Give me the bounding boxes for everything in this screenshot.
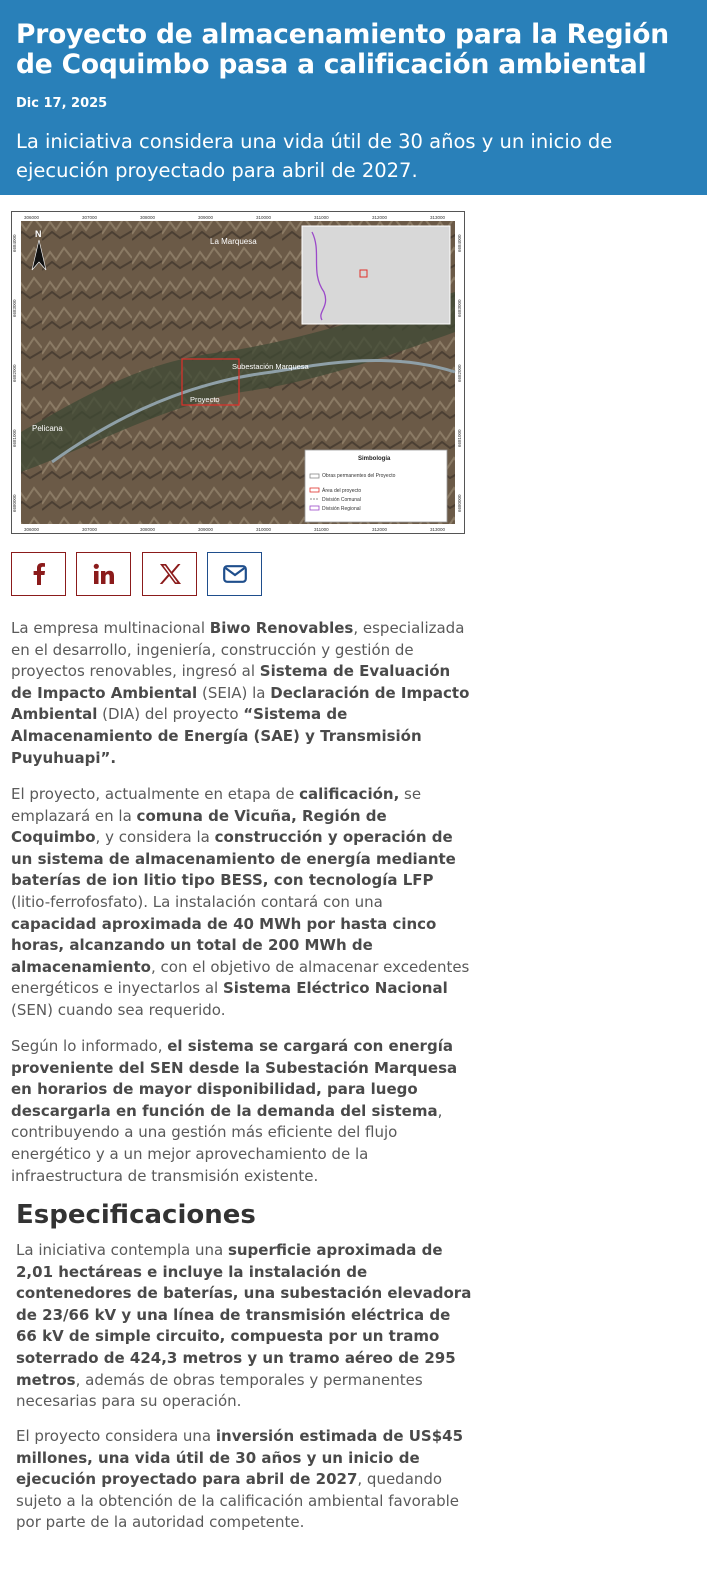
paragraph-5 bbox=[16, 1426, 474, 1534]
map-y-tick: 6682000 bbox=[457, 364, 462, 382]
map-x-tick: 313000 bbox=[430, 527, 446, 532]
text-segment: El proyecto, actualmente en etapa de bbox=[11, 785, 300, 803]
text-segment: (litio-ferrofosfato). La instalación contará con una bbox=[11, 892, 383, 911]
linkedin-icon bbox=[93, 563, 115, 585]
text-segment: , especializada en el desarrollo, ingeniería, construcción y gestión de proyectos renovables, ingresó al bbox=[11, 619, 465, 681]
article-header bbox=[0, 0, 707, 195]
paragraph-4 bbox=[16, 1240, 474, 1413]
map-x-tick: 310000 bbox=[256, 527, 272, 532]
map-y-tick: 6683000 bbox=[12, 299, 17, 317]
map-y-tick: 6683000 bbox=[457, 299, 462, 317]
bold-text-segment: inversión estimada de US$45 millones, una vida útil de 30 años y un inicio de ejecución proyectado para abril de 2027 bbox=[16, 1427, 464, 1489]
bold-text-segment: Sistema Eléctrico Nacional bbox=[223, 979, 448, 998]
map-y-tick: 6681000 bbox=[457, 429, 462, 447]
bold-text-segment: capacidad aproximada de 40 MWh por hasta cinco horas, alcanzando un total de 200 MWh de almacenamiento bbox=[11, 914, 437, 976]
text-segment: , además de obras temporales y permanentes necesarias para su operación. bbox=[16, 1370, 423, 1411]
paragraph-1 bbox=[11, 618, 471, 769]
text-segment: (SEIA) la bbox=[197, 683, 271, 702]
email-icon bbox=[223, 565, 247, 583]
map-y-tick: 6680000 bbox=[12, 494, 17, 512]
map-x-tick: 308000 bbox=[140, 527, 156, 532]
text-segment: , y considera la bbox=[95, 828, 215, 847]
map-x-tick: 311000 bbox=[314, 527, 329, 532]
section-heading-specifications: Especificaciones bbox=[16, 1200, 256, 1230]
text-segment: (SEN) cuando sea requerido. bbox=[11, 1000, 226, 1019]
text-segment: El proyecto considera una bbox=[16, 1427, 216, 1445]
legend-item-regional: División Regional bbox=[322, 506, 361, 512]
bold-text-segment: “Sistema de Almacenamiento de Energía (SAE) y Transmisión Puyuhuapi”. bbox=[11, 705, 422, 767]
project-location-map bbox=[11, 211, 465, 534]
bold-text-segment: Sistema de Evaluación de Impacto Ambiental bbox=[11, 662, 451, 702]
email-share-button[interactable] bbox=[207, 552, 262, 596]
map-y-tick: 6684000 bbox=[12, 234, 17, 252]
map-x-tick: 312000 bbox=[372, 527, 388, 532]
x-share-button[interactable] bbox=[142, 552, 197, 596]
bold-text-segment: el sistema se cargará con energía proveniente del SEN desde la Subestación Marquesa en horarios de mayor disponibilidad, para luego descargarla en función de la demanda del sistema bbox=[11, 1037, 458, 1120]
svg-text:N: N bbox=[35, 229, 42, 239]
linkedin-share-button[interactable] bbox=[76, 552, 131, 596]
text-segment: , con el objetivo de almacenar excedentes energéticos e inyectarlos al bbox=[11, 957, 470, 998]
map-y-tick: 6684000 bbox=[457, 234, 462, 252]
article-lead: La iniciativa considera una vida útil de 30 años y un inicio de ejecución proyectado para abril de 2027. bbox=[16, 130, 613, 182]
map-x-tick: 310000 bbox=[256, 215, 272, 220]
bold-text-segment: Biwo Renovables bbox=[209, 619, 354, 637]
text-segment: , contribuyendo a una gestión más eficiente del flujo energético y a un mejor aprovechamiento de la infraestructura de transmisión existente. bbox=[11, 1101, 443, 1185]
legend-item-communal: División Comunal bbox=[322, 497, 361, 503]
label-pelicana: Pelicana bbox=[32, 424, 63, 433]
map-x-tick: 307000 bbox=[82, 215, 98, 220]
map-y-tick: 6681000 bbox=[12, 429, 17, 447]
text-segment: La empresa multinacional bbox=[11, 619, 210, 637]
map-x-tick: 309000 bbox=[198, 527, 214, 532]
bold-text-segment: superficie aproximada de 2,01 hectáreas e incluye la instalación de contenedores de baterías, una subestación elevadora de 23/66 kV y una línea de transmisión eléctrica de 66 kV de simple circuito, compuesta por un tramo soterrado de 424,3 metros y un tramo aéreo de 295 metros bbox=[16, 1241, 472, 1389]
text-segment: se emplazará en la bbox=[11, 785, 422, 825]
bold-text-segment: calificación, bbox=[299, 785, 400, 803]
text-segment: , quedando sujeto a la obtención de la calificación ambiental favorable por parte de la autoridad competente. bbox=[16, 1470, 460, 1532]
text-segment: (DIA) del proyecto bbox=[97, 705, 244, 724]
facebook-share-button[interactable] bbox=[11, 552, 66, 596]
map-x-tick: 312000 bbox=[372, 215, 388, 220]
label-la-marquesa: La Marquesa bbox=[210, 237, 257, 246]
facebook-icon bbox=[30, 563, 48, 585]
map-x-tick: 309000 bbox=[198, 215, 214, 220]
label-substation: Subestación Marquesa bbox=[232, 362, 309, 371]
map-y-tick: 6682000 bbox=[12, 364, 17, 382]
bold-text-segment: construcción y operación de un sistema de almacenamiento de energía mediante baterías de ion litio tipo BESS, con tecnología LFP bbox=[11, 828, 456, 890]
legend-title: Simbología bbox=[358, 456, 391, 462]
label-project: Proyecto bbox=[190, 395, 220, 404]
inset-map bbox=[302, 226, 450, 324]
map-x-tick: 311000 bbox=[314, 215, 329, 220]
article-date: Dic 17, 2025 bbox=[16, 96, 108, 111]
article-title: Proyecto de almacenamiento para la Región de Coquimbo pasa a calificación ambiental bbox=[16, 19, 669, 80]
paragraph-2 bbox=[11, 784, 471, 1022]
bold-text-segment: Declaración de Impacto Ambiental bbox=[11, 683, 470, 724]
paragraph-3 bbox=[11, 1036, 471, 1187]
x-icon bbox=[159, 564, 181, 584]
map-x-tick: 313000 bbox=[430, 215, 446, 220]
map-x-tick: 306000 bbox=[24, 215, 40, 220]
text-segment: La iniciativa contempla una bbox=[16, 1241, 228, 1259]
legend-item-permanent-works: Obras permanentes del Proyecto bbox=[322, 473, 396, 479]
map-x-tick: 306000 bbox=[24, 527, 40, 532]
legend-item-project-area: Área del proyecto bbox=[322, 488, 362, 494]
text-segment: Según lo informado, bbox=[11, 1037, 168, 1055]
bold-text-segment: comuna de Vicuña, Región de Coquimbo bbox=[11, 806, 387, 847]
map-x-tick: 307000 bbox=[82, 527, 98, 532]
map-x-tick: 308000 bbox=[140, 215, 156, 220]
map-y-tick: 6680000 bbox=[457, 494, 462, 512]
